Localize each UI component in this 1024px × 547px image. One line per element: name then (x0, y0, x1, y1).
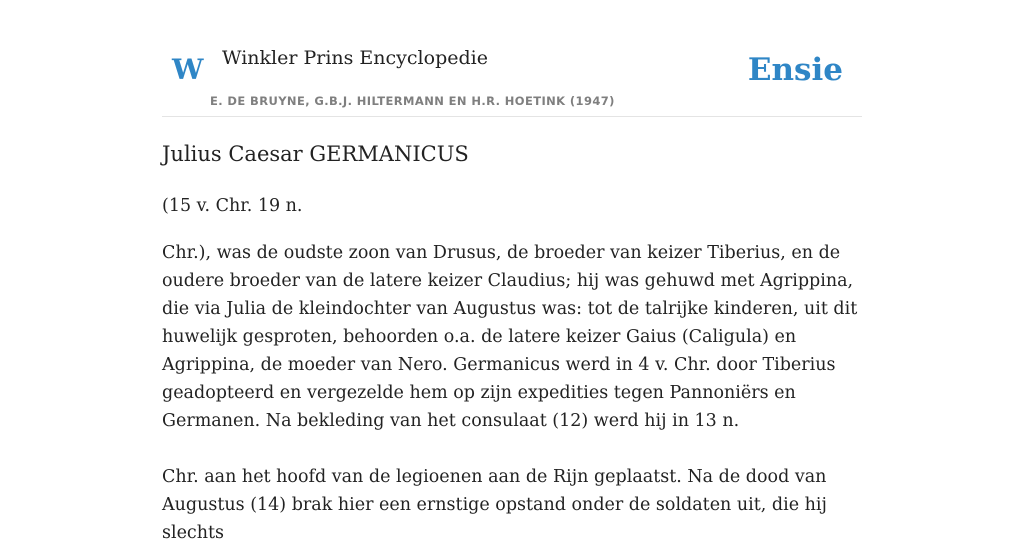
article-paragraph: Chr. aan het hoofd van de legioenen aan de Rijn geplaatst. Na de dood van Augustus (14) brak hier een ernstige opstand onder de soldaten uit, die hij slechts (162, 467, 827, 543)
winkler-prins-logo[interactable]: W (172, 53, 204, 86)
article-paragraph: (15 v. Chr. 19 n. (162, 196, 303, 216)
encyclopedia-title[interactable]: Winkler Prins Encyclopedie (222, 47, 488, 69)
site-header (162, 0, 862, 117)
encyclopedia-authors: E. DE BRUYNE, G.B.J. HILTERMANN EN H.R. HOETINK (1947) (210, 94, 615, 108)
article-title: Julius Caesar GERMANICUS (162, 142, 469, 166)
article-paragraph: Chr.), was de oudste zoon van Drusus, de broeder van keizer Tiberius, en de oudere broeder van de latere keizer Claudius; hij was gehuwd met Agrippina, die via Julia de kleindochter van Augustus was: tot de talrijke kinderen, uit dit huwelijk gesproten, behoorden o.a. de latere keizer Gaius (Caligula) en Agrippina, de moeder van Nero. Germanicus werd in 4 v. Chr. door Tiberius geadopteerd en vergezelde hem op zijn expedities tegen Pannoniërs en Germanen. Na bekleding van het consulaat (12) werd hij in 13 n. (162, 243, 858, 431)
ensie-logo[interactable]: Ensie (747, 52, 843, 88)
